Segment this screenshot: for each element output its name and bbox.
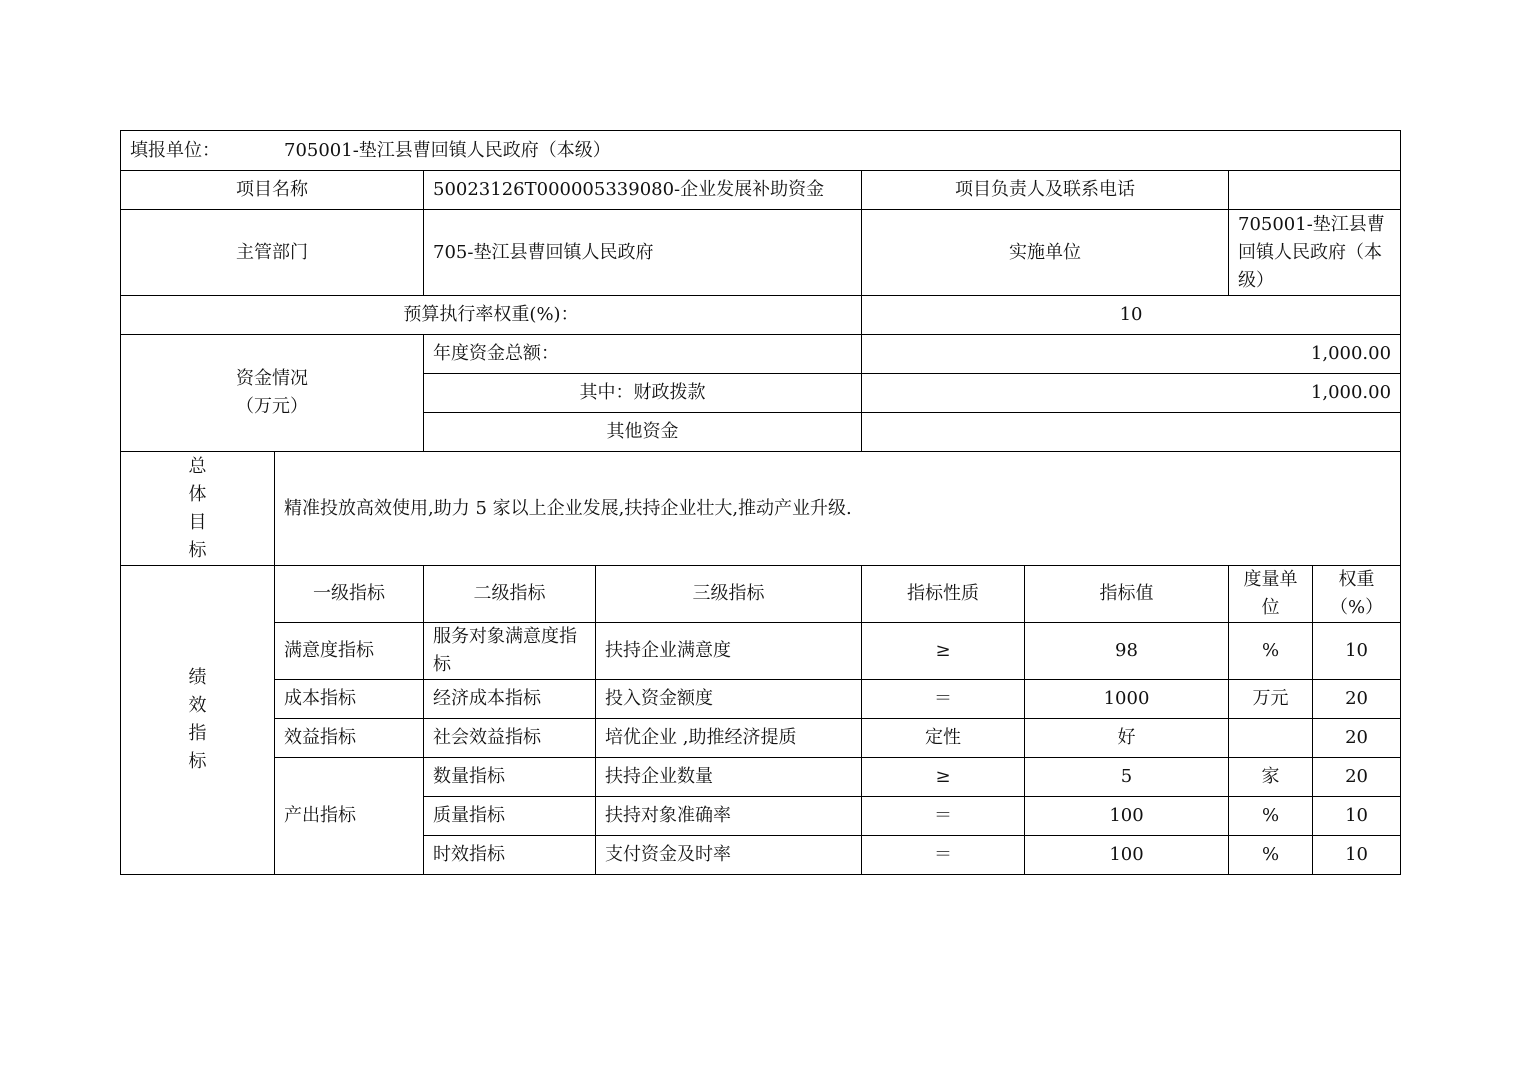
cell-unit: 家	[1229, 758, 1313, 797]
cell-weight: 10	[1313, 623, 1401, 680]
funds-label: 资金情况	[236, 368, 308, 389]
performance-label	[121, 566, 275, 875]
cell-value: 98	[1025, 623, 1229, 680]
project-leader-label: 项目负责人及联系电话	[862, 171, 1229, 210]
cell-level3: 扶持对象准确率	[596, 797, 862, 836]
cell-unit: 万元	[1229, 680, 1313, 719]
cell-level3: 投入资金额度	[596, 680, 862, 719]
cell-nature: ≥	[862, 758, 1025, 797]
performance-label-char: 效	[188, 695, 207, 716]
cell-nature: ＝	[862, 797, 1025, 836]
implementing-unit-value: 705001-垫江县曹回镇人民政府（本级）	[1229, 210, 1401, 296]
cell-unit: %	[1229, 797, 1313, 836]
overall-goal-text: 精准投放高效使用,助力 5 家以上企业发展,扶持企业壮大,推动产业升级.	[275, 452, 1401, 566]
performance-label-char: 标	[188, 751, 207, 772]
performance-header-row	[121, 566, 1401, 623]
header-unit-line: 位	[1261, 597, 1280, 618]
cell-value: 1000	[1025, 680, 1229, 719]
cell-level2: 服务对象满意度指标	[424, 623, 596, 680]
performance-label-char: 指	[188, 723, 207, 744]
cell-value: 100	[1025, 836, 1229, 875]
funds-label-cell	[121, 335, 424, 452]
cell-level1: 效益指标	[275, 719, 424, 758]
reporting-unit-value: 705001-垫江县曹回镇人民政府（本级）	[284, 139, 611, 161]
goal-label-char: 体	[188, 483, 207, 505]
goal-label-char: 总	[188, 455, 207, 477]
table-row	[121, 623, 1401, 680]
cell-unit	[1229, 719, 1313, 758]
cell-nature: ＝	[862, 680, 1025, 719]
header-level2: 二级指标	[424, 566, 596, 623]
cell-nature: 定性	[862, 719, 1025, 758]
cell-nature: ＝	[862, 836, 1025, 875]
cell-value: 5	[1025, 758, 1229, 797]
overall-goal-row	[121, 452, 1401, 566]
cell-weight: 20	[1313, 719, 1401, 758]
cell-level2: 经济成本指标	[424, 680, 596, 719]
project-name-row	[121, 171, 1401, 210]
overall-goal-label	[121, 452, 275, 566]
project-name-value: 50023126T000005339080-企业发展补助资金	[424, 171, 862, 210]
goal-label-char: 目	[188, 511, 207, 533]
header-level1: 一级指标	[275, 566, 424, 623]
cell-level2: 社会效益指标	[424, 719, 596, 758]
header-weight-line: （%）	[1329, 597, 1384, 618]
department-value: 705-垫江县曹回镇人民政府	[424, 210, 862, 296]
funds-other-value	[862, 413, 1401, 452]
department-label: 主管部门	[121, 210, 424, 296]
cell-level1: 产出指标	[275, 758, 424, 875]
header-nature: 指标性质	[862, 566, 1025, 623]
funds-finance-value: 1,000.00	[862, 374, 1401, 413]
cell-weight: 20	[1313, 680, 1401, 719]
header-weight-line: 权重	[1338, 569, 1375, 590]
cell-weight: 10	[1313, 836, 1401, 875]
header-row	[121, 131, 1401, 171]
header-level3: 三级指标	[596, 566, 862, 623]
cell-value: 100	[1025, 797, 1229, 836]
cell-level1: 满意度指标	[275, 623, 424, 680]
cell-level2: 质量指标	[424, 797, 596, 836]
cell-nature: ≥	[862, 623, 1025, 680]
funds-total-row	[121, 335, 1401, 374]
cell-level2: 数量指标	[424, 758, 596, 797]
reporting-unit-label: 填报单位：	[130, 139, 220, 161]
table-row	[121, 758, 1401, 797]
cell-level3: 支付资金及时率	[596, 836, 862, 875]
funds-unit-label: （万元）	[236, 396, 308, 417]
budget-rate-value: 10	[862, 296, 1401, 335]
cell-value: 好	[1025, 719, 1229, 758]
header-unit-line: 度量单	[1243, 569, 1298, 590]
header-value: 指标值	[1025, 566, 1229, 623]
budget-rate-label: 预算执行率权重(%)：	[121, 296, 862, 335]
cell-level3: 扶持企业满意度	[596, 623, 862, 680]
goal-label-char: 标	[188, 539, 207, 561]
implementing-unit-label: 实施单位	[862, 210, 1229, 296]
funds-other-label: 其他资金	[424, 413, 862, 452]
funds-total-value: 1,000.00	[862, 335, 1401, 374]
department-row	[121, 210, 1401, 296]
cell-level1: 成本指标	[275, 680, 424, 719]
project-name-label: 项目名称	[121, 171, 424, 210]
funds-finance-label: 其中：财政拨款	[424, 374, 862, 413]
table-row	[121, 719, 1401, 758]
cell-unit: %	[1229, 623, 1313, 680]
performance-form-table	[120, 130, 1401, 875]
budget-rate-row	[121, 296, 1401, 335]
header-weight	[1313, 566, 1401, 623]
performance-label-char: 绩	[188, 667, 207, 688]
table-row	[121, 680, 1401, 719]
cell-level2: 时效指标	[424, 836, 596, 875]
header-unit	[1229, 566, 1313, 623]
cell-level3: 扶持企业数量	[596, 758, 862, 797]
cell-level3: 培优企业 ,助推经济提质	[596, 719, 862, 758]
cell-unit: %	[1229, 836, 1313, 875]
funds-total-label: 年度资金总额：	[424, 335, 862, 374]
cell-weight: 20	[1313, 758, 1401, 797]
project-leader-value	[1229, 171, 1401, 210]
cell-weight: 10	[1313, 797, 1401, 836]
reporting-unit-cell	[121, 131, 1401, 171]
